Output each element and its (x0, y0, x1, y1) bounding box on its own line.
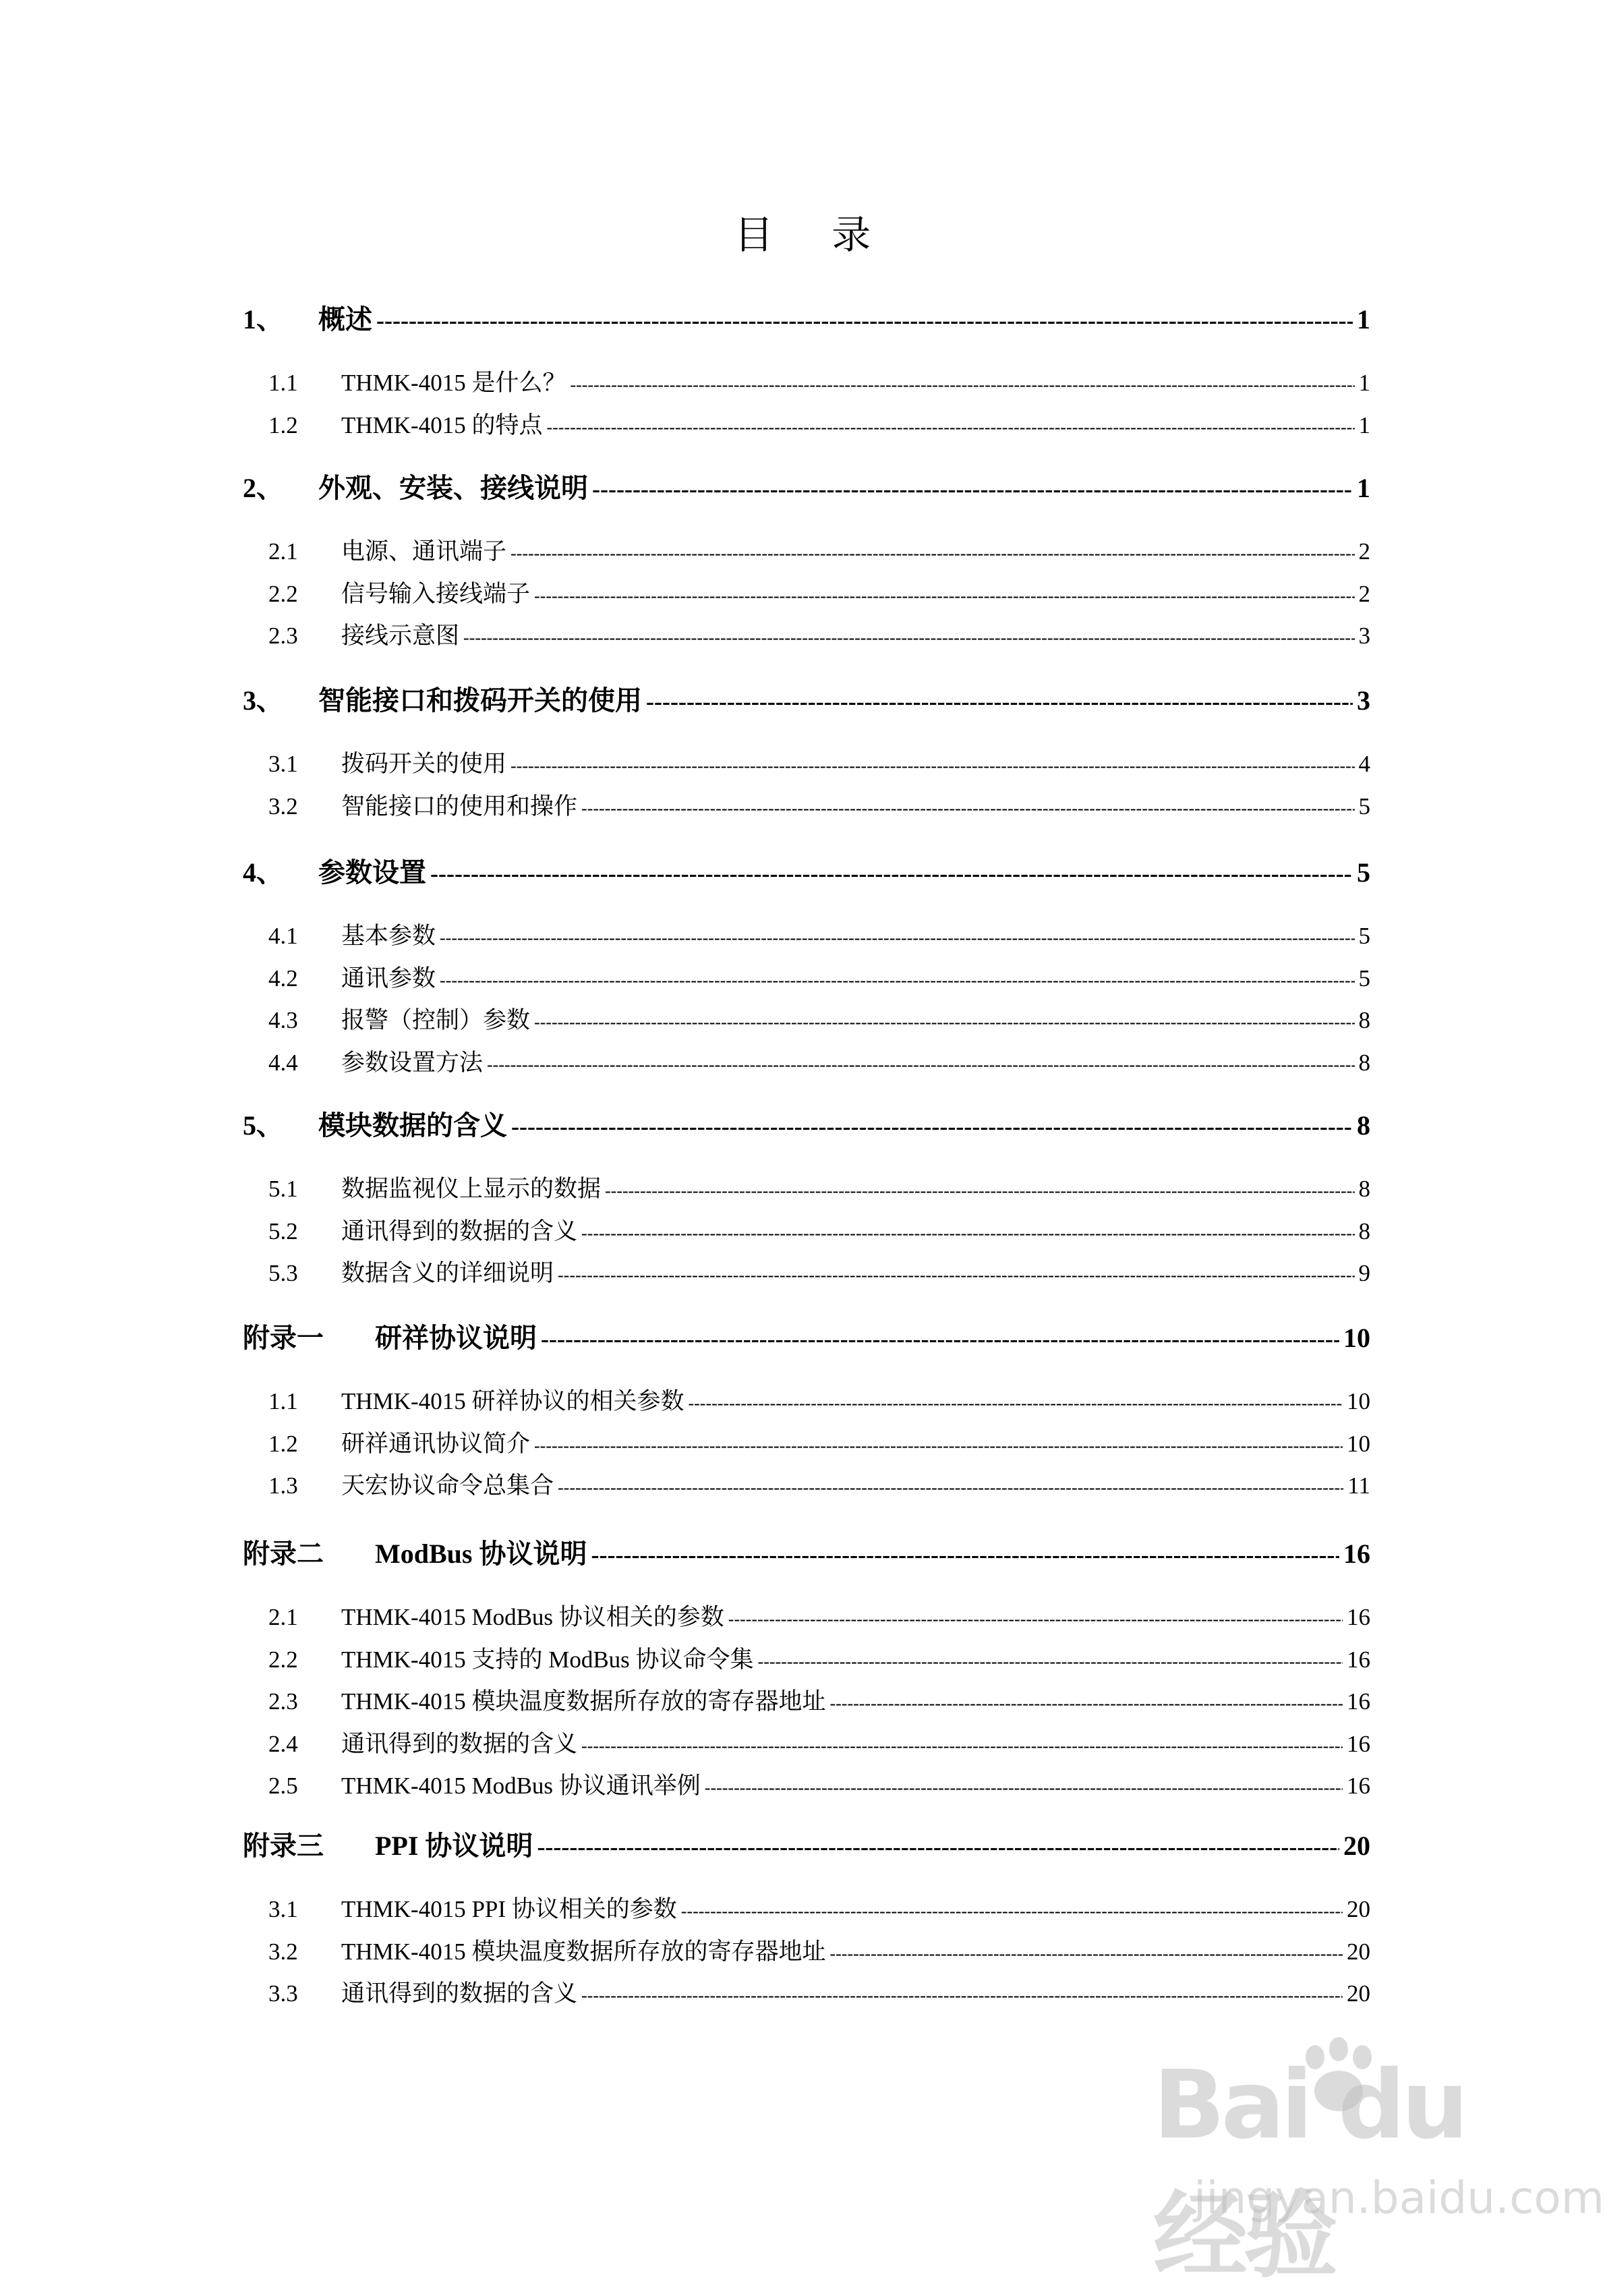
toc-entry-number: 5、 (243, 1110, 283, 1141)
watermark-logo-text: Bai du 经验 (1153, 2050, 1465, 2291)
toc-section-entry[interactable] (268, 1891, 1370, 1924)
toc-leader-dashes (430, 859, 1353, 888)
toc-page-number: 8 (1358, 1007, 1370, 1033)
toc-page-number: 10 (1347, 1430, 1370, 1457)
toc-entry-title: 拨码开关的使用 (341, 751, 507, 777)
toc-chapter-entry[interactable] (243, 679, 1370, 718)
toc-entry-title: 接线示意图 (341, 623, 460, 649)
toc-entry-number: 1.1 (268, 370, 298, 396)
toc-entry-title: 外观、安装、接线说明 (318, 473, 588, 503)
page-title: 目 录 (734, 212, 894, 258)
toc-entry-number: 4.4 (268, 1049, 298, 1076)
toc-page-number: 1 (1357, 473, 1370, 503)
toc-section-entry[interactable] (268, 1975, 1370, 2009)
toc-page-number: 5 (1357, 857, 1370, 888)
toc-page-number: 8 (1357, 1110, 1370, 1141)
toc-leader-dashes (591, 1541, 1340, 1569)
toc-page-number: 3 (1358, 623, 1370, 649)
toc-entry-number: 3.1 (268, 751, 298, 777)
toc-entry-number: 3、 (243, 685, 283, 716)
toc-page-number: 1 (1358, 411, 1370, 438)
toc-section-entry[interactable] (268, 1044, 1370, 1078)
toc-section-entry[interactable] (268, 788, 1370, 822)
toc-leader-dashes (705, 1778, 1343, 1798)
watermark-url: jingyan.baidu.com (1194, 2172, 1605, 2224)
toc-entry-number: 2、 (243, 473, 283, 503)
toc-entry-title: 电源、通讯端子 (341, 538, 507, 565)
toc-leader-dashes (541, 1325, 1339, 1353)
toc-page-number: 3 (1357, 685, 1370, 716)
toc-entry-title: ModBus 协议说明 (375, 1539, 587, 1569)
toc-section-entry[interactable] (268, 1767, 1370, 1801)
toc-entry-number: 2.1 (268, 1604, 298, 1630)
toc-leader-dashes (581, 1224, 1354, 1244)
toc-entry-title: 基本参数 (341, 923, 436, 949)
toc-section-entry[interactable] (268, 1255, 1370, 1288)
toc-entry-number: 1.2 (268, 1430, 298, 1457)
toc-section-entry[interactable] (268, 575, 1370, 609)
toc-leader-dashes (440, 971, 1354, 991)
toc-entry-title: 概述 (318, 304, 372, 335)
toc-entry-number: 5.1 (268, 1176, 298, 1202)
toc-entry-title: 通讯得到的数据的含义 (341, 1730, 578, 1757)
toc-section-entry[interactable] (268, 1599, 1370, 1632)
toc-entry-number: 2.3 (268, 1688, 298, 1715)
toc-leader-dashes (487, 1055, 1354, 1075)
toc-entry-number: 5.2 (268, 1217, 298, 1244)
toc-entry-number: 2.1 (268, 538, 298, 565)
toc-entry-number: 2.2 (268, 1646, 298, 1673)
toc-leader-dashes (728, 1609, 1343, 1630)
toc-leader-dashes (681, 1901, 1343, 1922)
toc-section-entry[interactable] (268, 917, 1370, 951)
toc-entry-title: 研祥协议说明 (375, 1323, 537, 1353)
toc-page-number: 16 (1347, 1688, 1370, 1715)
toc-section-entry[interactable] (268, 1213, 1370, 1246)
toc-page-number: 8 (1358, 1049, 1370, 1076)
toc-leader-dashes (511, 1112, 1353, 1141)
toc-leader-dashes (534, 1012, 1354, 1033)
toc-entry-title: THMK-4015 研祥协议的相关参数 (341, 1388, 684, 1414)
toc-page-number: 11 (1347, 1472, 1370, 1499)
toc-chapter-entry[interactable] (243, 851, 1370, 890)
toc-page-number: 8 (1358, 1176, 1370, 1202)
toc-entry-number: 4.1 (268, 923, 298, 949)
baidu-jingyan-watermark (1153, 2037, 1605, 2291)
toc-page-number: 16 (1347, 1773, 1370, 1799)
toc-leader-dashes (581, 799, 1354, 819)
toc-leader-dashes (570, 375, 1354, 395)
toc-entry-number: 1.3 (268, 1472, 298, 1499)
toc-section-entry[interactable] (268, 1725, 1370, 1759)
toc-leader-dashes (829, 1944, 1343, 1964)
toc-leader-dashes (376, 306, 1353, 335)
toc-section-entry[interactable] (268, 1170, 1370, 1204)
toc-leader-dashes (605, 1181, 1354, 1201)
toc-section-entry[interactable] (268, 1641, 1370, 1675)
toc-entry-title: THMK-4015 ModBus 协议相关的参数 (341, 1604, 724, 1630)
toc-page-number: 16 (1347, 1604, 1370, 1630)
toc-entry-number: 4.2 (268, 965, 298, 992)
toc-chapter-entry[interactable] (243, 1825, 1370, 1863)
toc-section-entry[interactable] (268, 960, 1370, 994)
toc-section-entry[interactable] (268, 617, 1370, 651)
toc-page-number: 16 (1343, 1539, 1370, 1569)
toc-entry-number: 5.3 (268, 1260, 298, 1286)
toc-leader-dashes (558, 1478, 1343, 1498)
toc-chapter-entry[interactable] (243, 298, 1370, 337)
toc-page-number: 20 (1347, 1896, 1370, 1922)
toc-entry-number: 2.3 (268, 623, 298, 649)
toc-entry-title: THMK-4015 模块温度数据所存放的寄存器地址 (341, 1938, 826, 1965)
toc-entry-title: 通讯参数 (341, 965, 436, 992)
toc-entry-title: 智能接口和拨码开关的使用 (318, 685, 642, 716)
toc-leader-dashes (758, 1652, 1343, 1672)
toc-leader-dashes (537, 1833, 1339, 1861)
toc-entry-number: 附录三 (243, 1831, 324, 1861)
toc-page-number: 4 (1358, 751, 1370, 777)
toc-entry-number: 1.2 (268, 411, 298, 438)
toc-entry-title: 模块数据的含义 (318, 1110, 507, 1141)
toc-chapter-entry[interactable] (243, 1317, 1370, 1355)
toc-entry-title: 智能接口的使用和操作 (341, 793, 578, 820)
toc-leader-dashes (592, 475, 1353, 503)
toc-entry-number: 3.1 (268, 1896, 298, 1922)
toc-entry-number: 2.4 (268, 1730, 298, 1757)
toc-section-entry[interactable] (268, 533, 1370, 567)
toc-entry-number: 4.3 (268, 1007, 298, 1033)
toc-entry-title: PPI 协议说明 (375, 1831, 533, 1861)
toc-entry-title: 信号输入接线端子 (341, 580, 531, 607)
toc-chapter-entry[interactable] (243, 1104, 1370, 1143)
toc-page-number: 10 (1343, 1323, 1370, 1353)
toc-page-number: 20 (1347, 1980, 1370, 2007)
toc-page-number: 5 (1358, 923, 1370, 949)
toc-page-number: 2 (1358, 580, 1370, 607)
toc-page-number: 20 (1343, 1831, 1370, 1861)
toc-entry-title: THMK-4015 PPI 协议相关的参数 (341, 1896, 677, 1922)
toc-page-number: 10 (1347, 1388, 1370, 1414)
toc-entry-title: 天宏协议命令总集合 (341, 1472, 554, 1499)
toc-page-number: 20 (1347, 1938, 1370, 1965)
toc-leader-dashes (558, 1265, 1354, 1286)
toc-entry-title: 参数设置 (318, 857, 426, 888)
toc-leader-dashes (688, 1394, 1343, 1414)
toc-entry-number: 3.2 (268, 793, 298, 820)
toc-page-number: 16 (1347, 1730, 1370, 1757)
toc-leader-dashes (534, 1436, 1343, 1456)
toc-entry-number: 附录一 (243, 1323, 324, 1353)
toc-page-number: 9 (1358, 1260, 1370, 1286)
toc-entry-title: 通讯得到的数据的含义 (341, 1217, 578, 1244)
toc-section-entry[interactable] (268, 1683, 1370, 1717)
toc-entry-title: THMK-4015 模块温度数据所存放的寄存器地址 (341, 1688, 826, 1715)
toc-leader-dashes (440, 928, 1354, 948)
toc-entry-title: 报警（控制）参数 (341, 1007, 531, 1033)
toc-section-entry[interactable] (268, 745, 1370, 779)
toc-entry-title: THMK-4015 的特点 (341, 411, 543, 438)
toc-entry-number: 4、 (243, 857, 283, 888)
toc-entry-title: THMK-4015 ModBus 协议通讯举例 (341, 1773, 701, 1799)
toc-section-entry[interactable] (268, 1933, 1370, 1967)
toc-entry-title: 研祥通讯协议简介 (341, 1430, 531, 1457)
toc-entry-title: THMK-4015 支持的 ModBus 协议命令集 (341, 1646, 754, 1673)
toc-leader-dashes (581, 1736, 1343, 1756)
toc-page-number: 1 (1358, 370, 1370, 396)
toc-chapter-entry[interactable] (243, 467, 1370, 505)
toc-entry-number: 1、 (243, 304, 283, 335)
toc-page-number: 5 (1358, 793, 1370, 820)
toc-entry-title: THMK-4015 是什么？ (341, 370, 566, 396)
toc-chapter-entry[interactable] (243, 1532, 1370, 1571)
toc-leader-dashes (581, 1986, 1343, 2006)
toc-leader-dashes (510, 756, 1354, 776)
toc-section-entry[interactable] (268, 1002, 1370, 1035)
toc-section-entry[interactable] (268, 1467, 1370, 1501)
toc-leader-dashes (534, 586, 1354, 606)
toc-section-entry[interactable] (268, 1425, 1370, 1459)
toc-entry-title: 通讯得到的数据的含义 (341, 1980, 578, 2007)
toc-entry-number: 1.1 (268, 1388, 298, 1414)
toc-leader-dashes (510, 544, 1354, 564)
toc-section-entry[interactable] (268, 407, 1370, 440)
toc-entry-title: 参数设置方法 (341, 1049, 484, 1076)
toc-entry-number: 3.3 (268, 1980, 298, 2007)
toc-entry-number: 附录二 (243, 1539, 324, 1569)
toc-entry-number: 3.2 (268, 1938, 298, 1965)
toc-page-number: 16 (1347, 1646, 1370, 1673)
toc-section-entry[interactable] (268, 364, 1370, 398)
toc-leader-dashes (546, 418, 1354, 438)
toc-entry-number: 2.2 (268, 580, 298, 607)
toc-page-number: 2 (1358, 538, 1370, 565)
toc-entry-title: 数据监视仪上显示的数据 (341, 1176, 602, 1202)
toc-page-number: 8 (1358, 1217, 1370, 1244)
toc-entry-number: 2.5 (268, 1773, 298, 1799)
toc-leader-dashes (463, 628, 1354, 648)
toc-leader-dashes (829, 1694, 1343, 1714)
toc-entry-title: 数据含义的详细说明 (341, 1260, 554, 1286)
toc-page-number: 5 (1358, 965, 1370, 992)
toc-leader-dashes (646, 687, 1353, 716)
toc-section-entry[interactable] (268, 1383, 1370, 1416)
toc-page-number: 1 (1357, 304, 1370, 335)
